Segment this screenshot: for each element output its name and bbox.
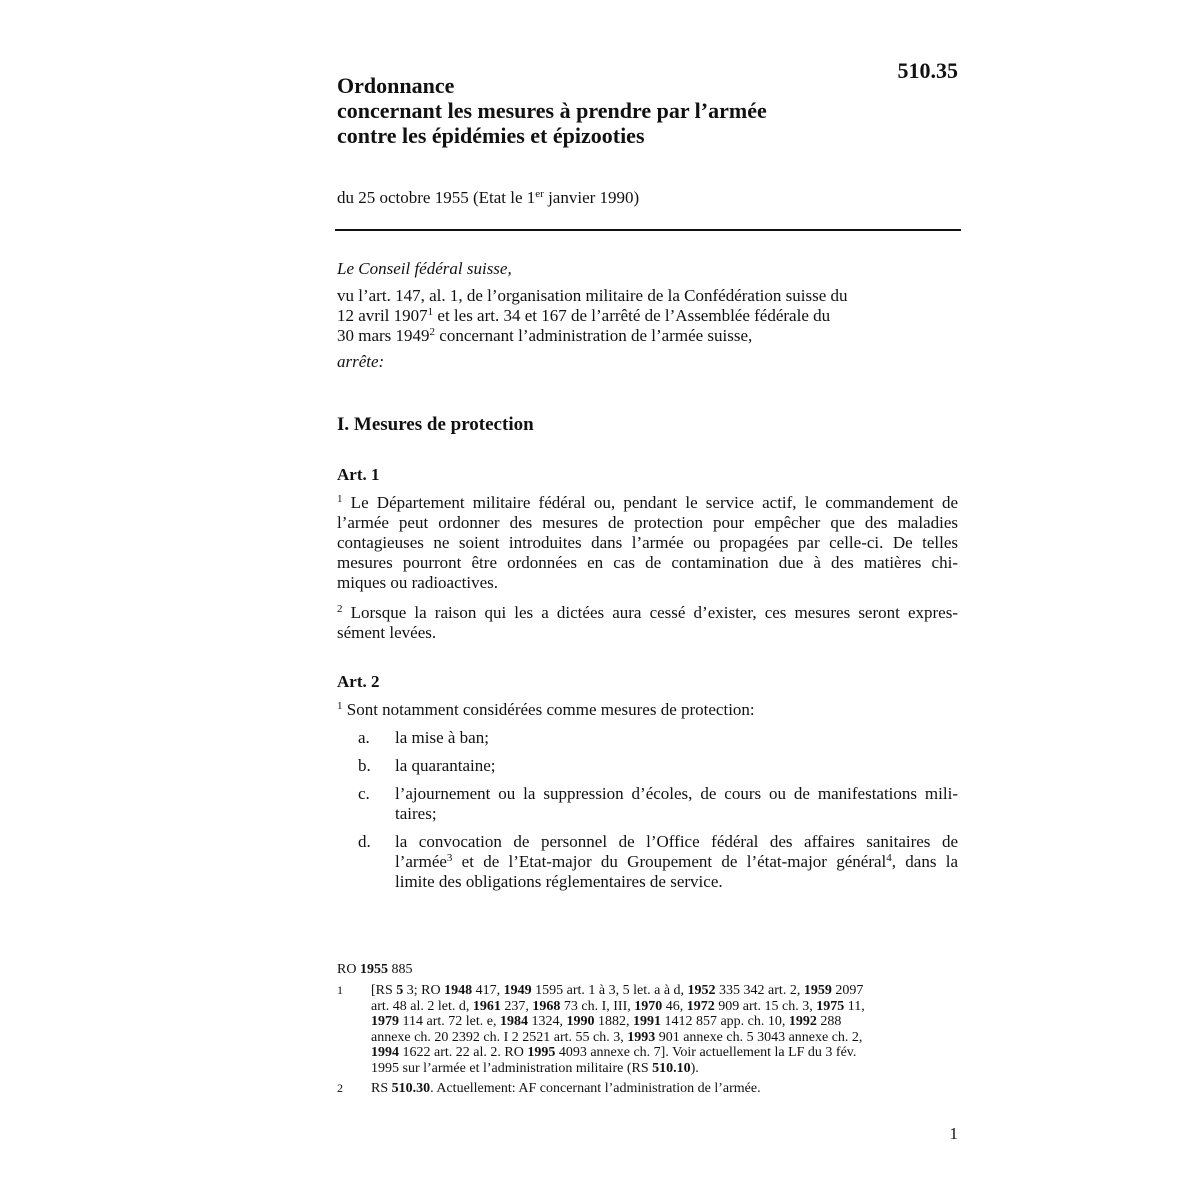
article-paragraph [337,603,958,643]
footnote-ref[interactable]: 3 [446,852,453,864]
date-prefix: du 25 octobre 1955 (Etat le 1 [337,188,536,207]
footnote-segment: 2097 [831,983,864,998]
footnote-segment: . Actuellement: AF concernant l’administration de l’armée. [430,1081,761,1096]
preamble-line: vu l’art. 147, al. 1, de l’organisation militaire de la Confédération suisse du [337,286,848,305]
arrete-line: arrête: [337,352,385,371]
list-text: la quarantaine; [395,756,496,775]
footnote-bold: 510.10 [652,1060,691,1076]
footnote-segment: 4093 annexe ch. 7]. Voir actuellement la LF du 3 fév. [555,1045,857,1060]
list-text: la mise à ban; [395,728,489,747]
footnote-bold: 1952 [687,983,716,998]
footnote-ref[interactable]: 1 [427,306,434,318]
footnote-segment: 3; RO [403,983,445,998]
footnote-segment: RS [371,1081,392,1096]
document-number: 510.35 [897,58,958,83]
list-letter: b. [358,756,371,775]
title-line: concernant les mesures à prendre par l’armée [337,98,767,123]
footnote-bold: 1961 [472,998,501,1014]
ro-page: 885 [387,962,413,977]
preamble-text: et les art. 34 et 167 de l’arrêté de l’Assemblée fédérale du [433,306,831,325]
article-paragraph [337,493,958,593]
footnote-segment: art. 48 al. 2 let. d, [371,998,473,1014]
paragraph-number: 2 [337,603,343,615]
date-superscript: er [535,188,544,200]
footnote-bold: 1970 [634,998,663,1014]
footnote-segment: 901 annexe ch. 5 3043 annexe ch. 2, [655,1029,863,1045]
footnote-bold: 1990 [566,1014,595,1029]
footnote-line [371,1014,957,1030]
paragraph-line: contagieuses ne soient introduites dans l’armée ou propagées par celle-ci. De telles [337,533,958,552]
footnote-bold: 1993 [627,1029,656,1045]
footnote-line [371,983,957,999]
footnote-bold: 1948 [444,983,473,998]
footnote-line [371,999,957,1015]
footnote-bold: 1994 [371,1045,399,1060]
ro-reference [337,962,412,978]
footnote-text [371,983,957,1076]
section-heading: I. Mesures de protection [337,414,534,435]
footnote-bold: 1984 [499,1014,528,1029]
document-date [337,187,639,209]
footnote-segment: 11, [844,998,865,1014]
preamble-text: 30 mars 1949 [337,326,430,345]
ro-year: 1955 [359,962,388,977]
paragraph-line: sément levées. [337,623,437,642]
footnote-bold: 1972 [686,998,715,1014]
footnote-number: 1 [337,983,343,997]
document-title [337,73,767,148]
list-letter: d. [358,832,371,851]
footnote-number: 2 [337,1081,343,1095]
footnote-segment: 417, [472,983,504,998]
footnote-segment: 288 [816,1014,842,1029]
footnote-segment: 335 342 art. 2, [715,983,804,998]
list-text [395,832,958,892]
footnote-bold: 1991 [632,1014,661,1029]
preamble-line [337,326,897,346]
footnote-segment: 1324, [527,1014,567,1029]
list-line: limite des obligations réglementaires de service. [395,872,723,891]
list-text [395,784,958,824]
footnote-segment: 909 art. 15 ch. 3, [714,998,817,1014]
footnote-bold: 1968 [532,998,561,1014]
list-letter: c. [358,784,370,803]
footnote-segment: 73 ch. I, III, [560,998,635,1014]
paragraph-line: miques ou radioactives. [337,573,498,592]
date-suffix: janvier 1990) [543,188,640,207]
article-heading: Art. 2 [337,672,380,691]
list-line-text: l’armée [395,852,447,871]
footnote-bold: 1992 [788,1014,817,1029]
preamble-text: concernant l’administration de l’armée suisse, [435,326,753,345]
footnote-segment: 1882, [594,1014,633,1029]
footnote-line [371,1045,957,1061]
footnote-line [371,1061,957,1077]
list-line-text: , dans la [891,852,958,871]
footnote-segment: 1622 art. 22 al. 2. RO [399,1045,528,1060]
paragraph-line: l’armée peut ordonner des mesures de protection pour empêcher que des maladies [337,513,958,532]
preamble-text: 12 avril 1907 [337,306,428,325]
paragraph-line [337,603,958,623]
footnote-text [371,1081,957,1097]
footnote-segment: 46, [662,998,687,1014]
footnote-bold: 1975 [816,998,845,1014]
footnote-bold: 5 [396,983,404,998]
preamble-line [337,306,897,326]
article-paragraph [337,700,755,720]
page-number: 1 [949,1124,958,1143]
footnote-segment: ). [690,1060,699,1076]
title-line: contre les épidémies et épizooties [337,123,645,148]
article-heading: Art. 1 [337,465,380,484]
paragraph-line [337,493,958,513]
paragraph-text: Sont notamment considérées comme mesures de protection: [342,700,755,719]
council-line: Le Conseil fédéral suisse, [337,259,512,278]
list-line [395,852,958,872]
title-divider [335,229,961,231]
footnote-bold: 1995 [527,1045,556,1060]
paragraph-text: Le Département militaire fédéral ou, pendant le service actif, le commandement de [342,493,958,512]
paragraph-number: 1 [337,493,343,505]
footnote-segment: 114 art. 72 let. e, [399,1014,500,1029]
footnote-bold: 1979 [371,1014,399,1029]
list-letter: a. [358,728,370,747]
paragraph-number: 1 [337,700,343,712]
list-line: la convocation de personnel de l’Office fédéral des affaires sanitaires de [395,832,958,851]
list-line: taires; [395,804,437,823]
footnote-segment: annexe ch. 20 2392 ch. I 2 2521 art. 55 ch. 3, [371,1029,628,1045]
list-line: l’ajournement ou la suppression d’écoles, de cours ou de manifestations mili- [395,784,958,803]
preamble [337,286,897,346]
footnote-line [371,1030,957,1046]
paragraph-line: mesures pourront être ordonnées en cas de contamination due à des matières chi- [337,553,958,572]
footnote-segment: 1412 857 app. ch. 10, [660,1014,789,1029]
paragraph-text: Lorsque la raison qui les a dictées aura cessé d’exister, ces mesures seront expres- [342,603,958,622]
footnote-bold: 1959 [803,983,832,998]
footnote-segment: [RS [371,983,397,998]
footnote-segment: 1995 sur l’armée et l’administration militaire (RS [371,1060,653,1076]
footnote-segment: 1595 art. 1 à 3, 5 let. a à d, [531,983,688,998]
footnote-segment: 237, [500,998,533,1014]
footnote-bold: 1949 [503,983,532,998]
footnote-bold: 510.30 [391,1081,431,1096]
list-line-text: et de l’Etat-major du Groupement de l’état-major général [452,852,887,871]
footnote-ref[interactable]: 2 [429,326,436,338]
title-line: Ordonnance [337,73,455,98]
ro-prefix: RO [337,962,360,977]
footnote-ref[interactable]: 4 [886,852,892,864]
